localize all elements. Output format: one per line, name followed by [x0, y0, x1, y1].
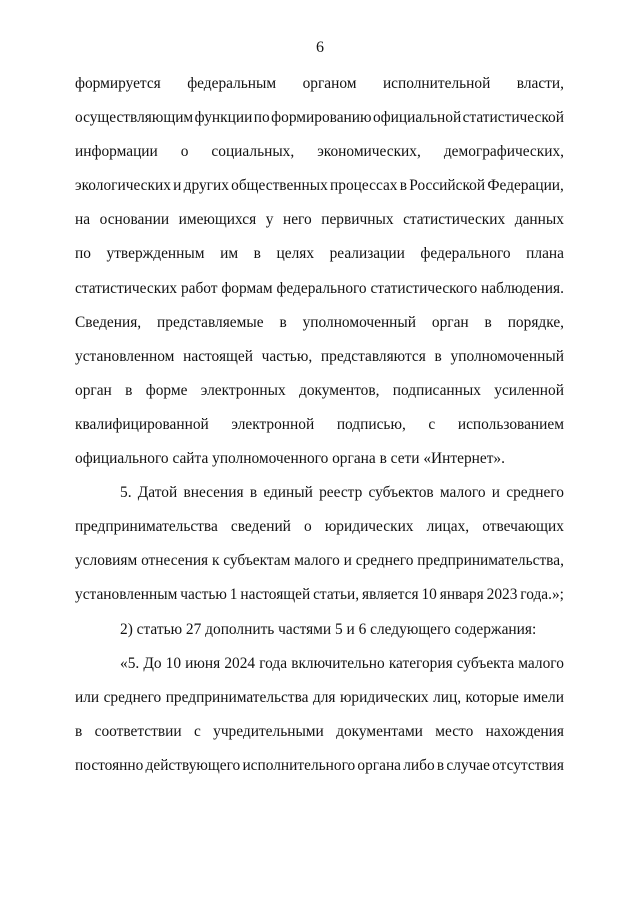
page-number: 6: [316, 39, 324, 56]
text-line: в соответствии с учредительными документами место нахождения: [75, 722, 564, 740]
text-line: статистических работ формам федерального статистического наблюдения.: [75, 279, 564, 297]
text-line: орган в форме электронных документов, подписанных усиленной: [75, 381, 564, 399]
text-line: 5. Датой внесения в единый реестр субъектов малого и среднего: [120, 484, 564, 502]
text-line: предпринимательства сведений о юридических лицах, отвечающих: [75, 518, 564, 536]
text-line: постоянно действующего исполнительного органа либо в случае отсутствия: [75, 756, 564, 774]
text-line: официального сайта уполномоченного органа в сети «Интернет».: [75, 450, 505, 468]
text-line: формируется федеральным органом исполнительной власти,: [75, 75, 564, 92]
text-line: квалифицированной электронной подписью, с использованием: [75, 415, 564, 433]
text-line: на основании имеющихся у него первичных статистических данных: [75, 211, 564, 229]
document-body: [75, 73, 564, 789]
paragraph: [75, 73, 564, 482]
text-line: Сведения, представляемые в уполномоченный орган в порядке,: [75, 313, 564, 331]
text-line: 2) статью 27 дополнить частями 5 и 6 следующего содержания:: [120, 620, 537, 638]
text-line: или среднего предпринимательства для юридических лиц, которые имели: [75, 688, 564, 706]
text-line: установленном настоящей частью, представляются в уполномоченный: [75, 347, 564, 365]
text-line: по утвержденным им в целях реализации федерального плана: [75, 245, 564, 263]
paragraph: [75, 653, 564, 789]
text-line: «5. До 10 июня 2024 года включительно категория субъекта малого: [120, 654, 564, 672]
text-line: осуществляющим функции по формированию официальной статистической: [75, 109, 564, 127]
text-line: информации о социальных, экономических, демографических,: [75, 143, 564, 161]
paragraph: [75, 619, 564, 653]
text-line: условиям отнесения к субъектам малого и среднего предпринимательства,: [75, 552, 564, 570]
text-line: установленным частью 1 настоящей статьи, является 10 января 2023 года.»;: [75, 586, 564, 604]
paragraph: [75, 482, 564, 618]
text-line: экологических и других общественных процессах в Российской Федерации,: [75, 177, 564, 195]
